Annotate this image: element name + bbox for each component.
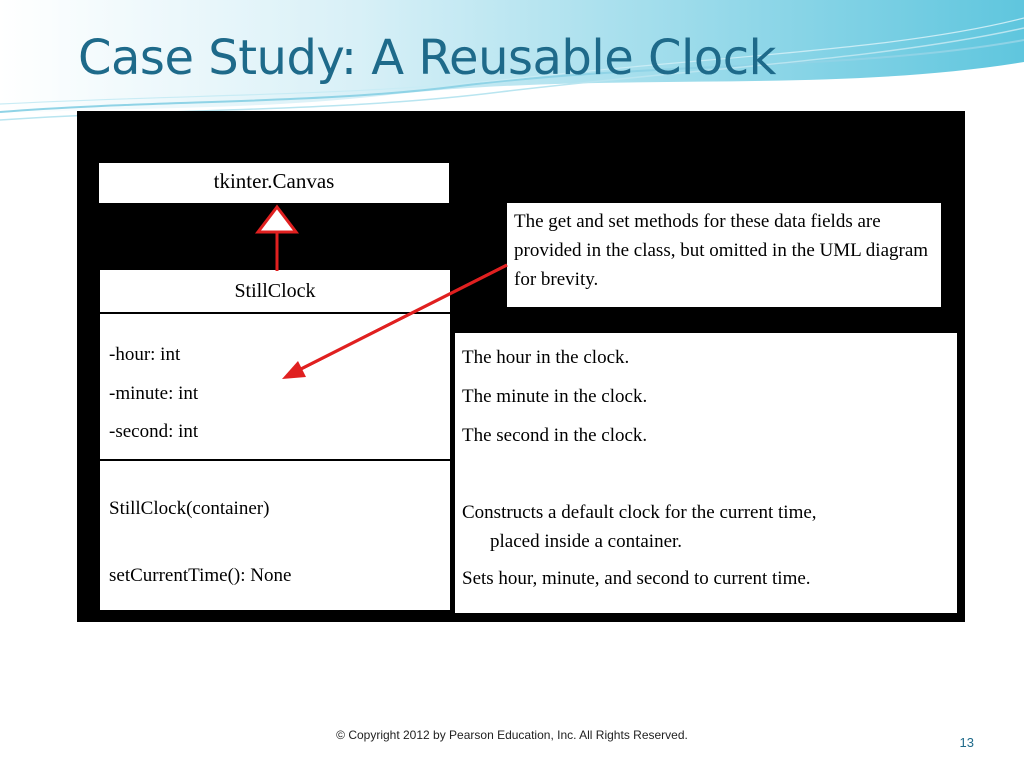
inheritance-arrowhead-icon [258, 207, 296, 232]
method-set-current-time: setCurrentTime(): None [109, 565, 292, 586]
note-pointer-line-main [293, 265, 507, 373]
note-text: The get and set methods for these data fields are provided in the class, but omitted in the UML diagram for brevity. [514, 211, 929, 290]
desc-constructor-line1: Constructs a default clock for the current time, [462, 502, 817, 523]
class-name: StillClock [234, 280, 316, 302]
field-second: -second: int [109, 421, 199, 442]
note-pointer-arrowhead-icon [282, 361, 306, 379]
field-minute: -minute: int [109, 383, 199, 404]
method-constructor: StillClock(container) [109, 498, 270, 519]
desc-hour: The hour in the clock. [462, 347, 630, 368]
desc-set-current-time: Sets hour, minute, and second to current time. [462, 568, 811, 589]
desc-constructor-line2: placed inside a container. [490, 531, 683, 552]
desc-minute: The minute in the clock. [462, 386, 648, 407]
field-hour: -hour: int [109, 344, 181, 365]
copyright-footer: © Copyright 2012 by Pearson Education, Inc. All Rights Reserved. [336, 728, 688, 742]
diagram-arrows [77, 111, 965, 622]
page-number: 13 [959, 735, 974, 750]
superclass-name: tkinter.Canvas [213, 169, 335, 193]
slide-title: Case Study: A Reusable Clock [78, 30, 776, 86]
uml-diagram [77, 111, 965, 622]
desc-second: The second in the clock. [462, 425, 648, 446]
